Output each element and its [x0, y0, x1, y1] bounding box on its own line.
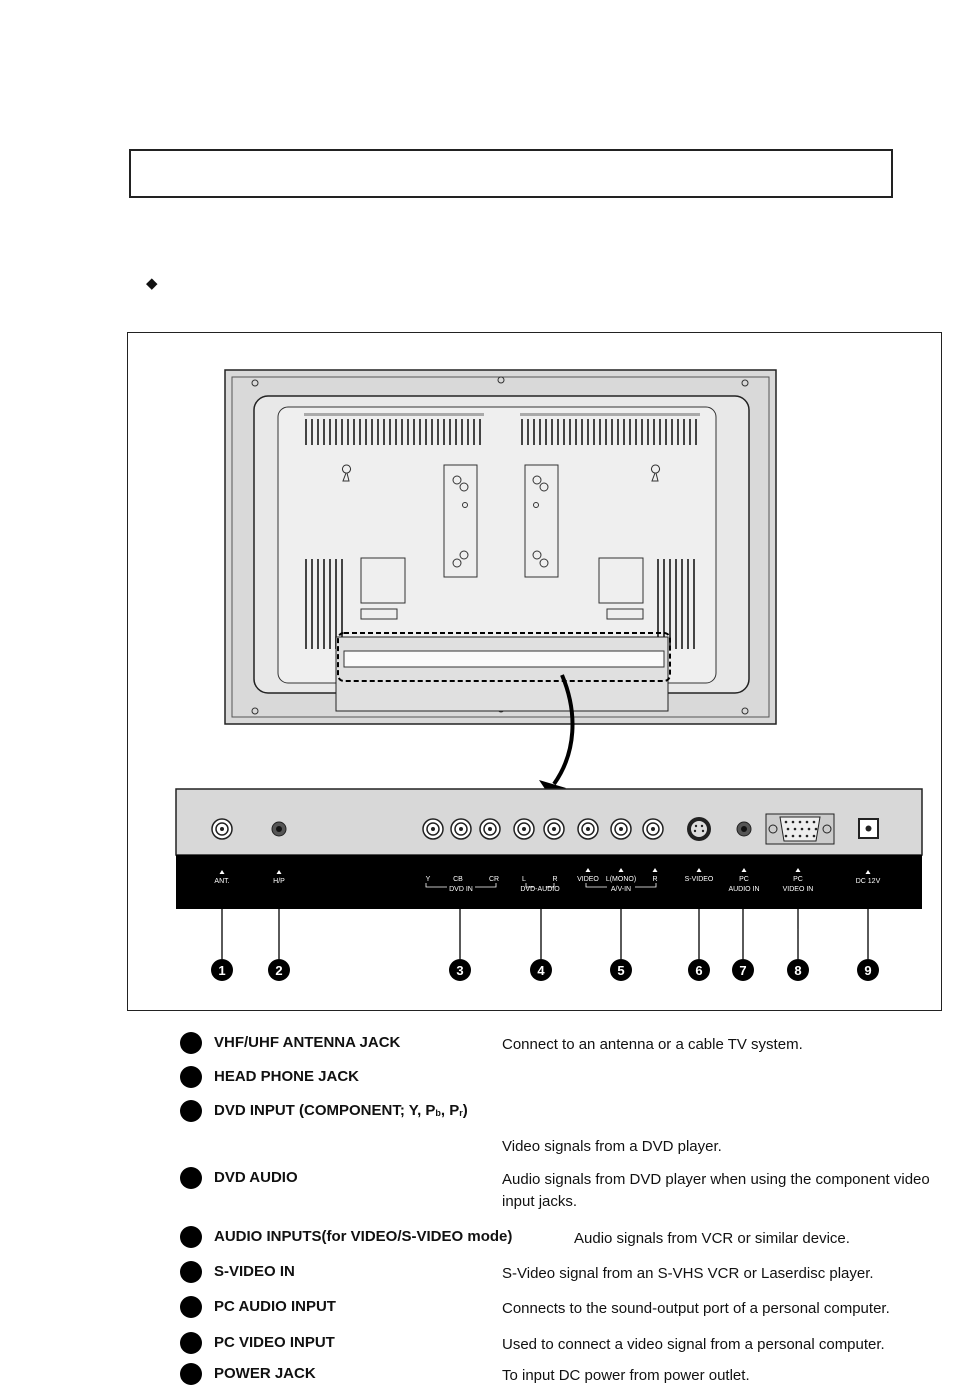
- item-name: HEAD PHONE JACK: [214, 1068, 360, 1085]
- diamond-bullet-icon: ◆: [146, 275, 158, 292]
- connector-label: L: [522, 876, 526, 883]
- bullet-icon: [180, 1032, 202, 1054]
- bullet-icon: [180, 1363, 202, 1385]
- item-desc: Connects to the sound-output port of a personal computer.: [502, 1300, 890, 1317]
- tv-back-illustration: [225, 370, 776, 724]
- item-desc: Connect to an antenna or a cable TV system.: [502, 1036, 803, 1053]
- dvd-cb-jack-icon[interactable]: [451, 819, 471, 839]
- item-name: AUDIO INPUTS(for VIDEO/S-VIDEO mode): [214, 1228, 513, 1245]
- connector-label: A/V-IN: [610, 886, 632, 893]
- item-desc: Used to connect a video signal from a personal computer.: [502, 1336, 885, 1353]
- callout-number: 6: [695, 963, 703, 978]
- connector-label: AUDIO IN: [728, 886, 760, 893]
- callout-number: 3: [456, 963, 464, 978]
- item-name: PC VIDEO INPUT: [214, 1334, 335, 1351]
- callout-number: 8: [794, 963, 802, 978]
- callout-number: 7: [739, 963, 747, 978]
- bullet-icon: [180, 1332, 202, 1354]
- headphone-jack-icon[interactable]: [272, 822, 286, 836]
- item-name: S-VIDEO IN: [214, 1263, 295, 1280]
- item-desc: Video signals from a DVD player.: [502, 1138, 722, 1155]
- connector-label: R: [652, 876, 658, 883]
- dc-power-jack-icon[interactable]: [859, 819, 878, 838]
- item-desc: Audio signals from DVD player when using the component video: [502, 1171, 930, 1188]
- callout-number: 5: [617, 963, 625, 978]
- connector-label: DVD IN: [449, 886, 473, 893]
- vga-port-icon[interactable]: [766, 814, 834, 844]
- connector-label: CB: [453, 876, 463, 883]
- bullet-icon: [180, 1066, 202, 1088]
- callout-number: 2: [275, 963, 283, 978]
- bullet-icon: [180, 1296, 202, 1318]
- title-box: [129, 149, 893, 198]
- connector-label: Y: [425, 876, 431, 883]
- dvd-audio-l-jack-icon[interactable]: [514, 819, 534, 839]
- callout-number: 1: [218, 963, 226, 978]
- pc-audio-jack-icon[interactable]: [737, 822, 751, 836]
- connector-label: DC 12V: [855, 878, 881, 885]
- dvd-audio-r-jack-icon[interactable]: [544, 819, 564, 839]
- bullet-icon: [180, 1261, 202, 1283]
- connector-label: H/P: [273, 878, 285, 885]
- item-name: DVD AUDIO: [214, 1169, 298, 1186]
- av-audio-r-jack-icon[interactable]: [643, 819, 663, 839]
- connector-label: PC: [793, 876, 803, 883]
- bullet-icon: [180, 1226, 202, 1248]
- antenna-jack-icon[interactable]: [212, 819, 232, 839]
- item-name: DVD INPUT (COMPONENT; Y, $P_b$, $P_r$): [214, 1102, 468, 1119]
- item-name: POWER JACK: [214, 1365, 316, 1382]
- connector-label: CR: [488, 876, 500, 883]
- connector-label: S-VIDEO: [684, 876, 714, 883]
- item-desc: Audio signals from VCR or similar device.: [574, 1230, 850, 1247]
- s-video-jack-icon[interactable]: [687, 817, 711, 841]
- dvd-y-jack-icon[interactable]: [423, 819, 443, 839]
- item-name: PC AUDIO INPUT: [214, 1298, 336, 1315]
- bullet-icon: [180, 1167, 202, 1189]
- connector-label: ANT.: [214, 878, 230, 885]
- item-name: VHF/UHF ANTENNA JACK: [214, 1034, 401, 1051]
- dvd-cr-jack-icon[interactable]: [480, 819, 500, 839]
- connector-label: PC: [739, 876, 749, 883]
- connector-label: R: [552, 876, 558, 883]
- rear-panel-figure: [128, 333, 943, 1012]
- callout-number: 4: [537, 963, 545, 978]
- callout-number: 9: [864, 963, 872, 978]
- connector-label: DVD-AUDIO: [520, 886, 560, 893]
- connector-label: VIDEO IN: [782, 886, 814, 893]
- item-desc-continued: input jacks.: [502, 1193, 578, 1210]
- item-desc: To input DC power from power outlet.: [502, 1367, 750, 1384]
- av-video-jack-icon[interactable]: [578, 819, 598, 839]
- connector-label: VIDEO: [577, 876, 599, 883]
- bullet-icon: [180, 1100, 202, 1122]
- item-desc: S-Video signal from an S-VHS VCR or Laserdisc player.: [502, 1265, 874, 1282]
- av-audio-l-jack-icon[interactable]: [611, 819, 631, 839]
- figure-frame: [127, 332, 942, 1011]
- connector-label: L(MONO): [605, 876, 637, 883]
